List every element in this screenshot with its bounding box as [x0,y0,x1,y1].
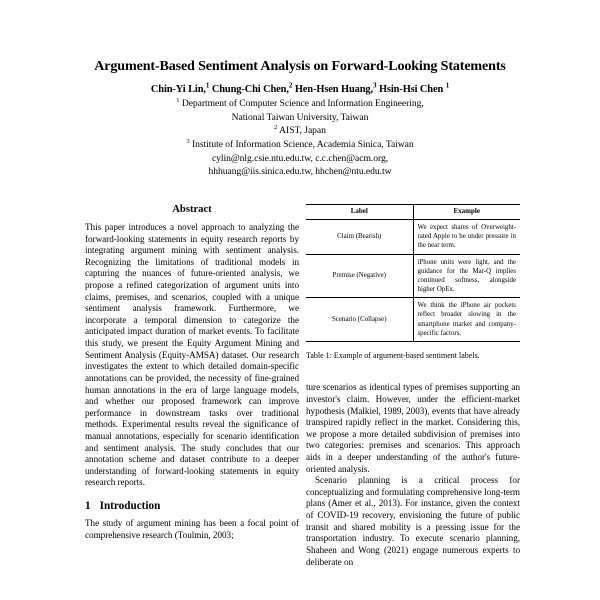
right-column [306,204,520,568]
table-cell-example-1: We expect shares of Overweight-rated Apple to be under pressure in the near term. [417,224,516,250]
table-column-header-example: Example [453,207,480,216]
author-list [60,83,540,97]
section-number: 1 [85,500,91,513]
table-rule-bottom [306,341,520,342]
author-name-2: Chung-Chi Chen, [211,83,289,95]
right-paragraph-2: Scenario planning is a critical process for conceptualizing and formulating comprehensive long-term plans (Amer et al., 2013). For instance, given the context of COVID-19 recovery, envisioning the future of public transit and shared mobility is a pressing issue for the transportation industry. To execute scenario planning, Shaheen and Wong (2021) engage numerous experts to deliberate on [306,475,520,567]
affiliation-4 [60,138,540,152]
table-cell-example-2: iPhone units were light, and the guidance for the Mar-Q implies continued softness, alongside higher OpEx. [417,258,516,294]
table-row [306,255,520,298]
table-1-caption: Table 1: Example of argument-based sentiment labels. [306,350,480,360]
affiliation-2 [60,111,540,125]
section-heading-introduction [85,500,299,512]
table-1-wrapper [306,204,520,361]
paper-header [60,58,540,179]
table-1 [306,204,520,342]
page-title: Argument-Based Sentiment Analysis on Forward-Looking Statements [94,58,506,74]
author-name-1: Chin-Yi Lin, [150,83,206,95]
abstract-heading: Abstract [172,204,212,215]
affiliation-marker-1: 1 [176,96,180,104]
affiliation-1 [60,97,540,111]
table-row [306,298,520,341]
introduction-paragraph-1: The study of argument mining has been a focal point of comprehensive research (Toulmin, 2003; [85,518,299,540]
author-affil-marker-1: 1 [205,81,210,90]
affiliation-marker-4: 3 [186,137,190,145]
table-header-row [306,205,520,220]
affiliation-text-4: Institute of Information Science, Academia Sinica, Taiwan [191,138,414,150]
table-column-header-label: Label [306,205,413,220]
author-affil-marker-4: 1 [445,81,450,90]
abstract-text: This paper introduces a novel approach to analyzing the forward-looking statements in equity research reports by integrating argument mining with sentiment analysis. Recognizing the limitations of traditional models in capturing the nuances of future-oriented analysis, we propose a refined categorization of argument units into claims, premises, and scenarios, coupled with a unique sentiment analysis framework. Furthermore, we incorporate a temporal dimension to categorize the anticipated impact duration of market events. To facilitate this study, we present the Equity Argument Mining and Sentiment Analysis (Equity-AMSA) dataset. Our research investigates the extent to which detailed domain-specific annotations can be provided, the necessity of fine-grained human annotations in the era of large language models, and whether our proposed framework can improve performance in downstream tasks over traditional methods. Experimental results reveal the significance of manual annotations, especially for scenario identification and sentiment analysis. The study concludes that our annotation scheme and dataset contribute to a deeper understanding of forward-looking statements in equity research reports. [85,222,299,488]
affiliation-text-2: National Taiwan University, Taiwan [231,111,369,123]
table-cell-label-1: Claim (Bearish) [306,220,413,254]
email-line-1: cylin@nlg.csie.ntu.edu.tw, c.c.chen@acm.org, [211,152,389,164]
author-name-4: Hsin-Hsi Chen [378,83,444,95]
affiliation-text-1: Department of Computer Science and Information Engineering, [181,98,424,110]
table-row [306,220,520,254]
affiliation-3 [60,124,540,138]
author-affil-marker-2: 2 [288,81,293,90]
left-column [85,204,299,541]
author-name-3: Hen-Hsen Huang, [294,83,373,95]
table-cell-label-2: Premise (Negative) [306,255,413,298]
affiliation-text-3: AIST, Japan [279,125,326,137]
table-cell-label-3: Scenario (Collapse) [306,298,413,341]
email-line-2: hhhuang@iis.sinica.edu.tw, hhchen@ntu.edu.tw [208,166,392,178]
author-affil-marker-3: 3 [373,81,377,90]
right-paragraph-1: ture scenarios as identical types of premises supporting an investor's claim. However, under the efficient-market hypothesis (Malkiel, 1989, 2003), events that have already transpired rapidly reflect in the market. Considering this, we propose a more detailed subdivision of premises into two categories: premises and scenarios. This approach aids in a deeper understanding of the author's future-oriented analysis. [306,382,520,474]
section-title: Introduction [99,500,161,513]
table-cell-example-3: We think the iPhone air pockets reflect broader slowing in the smartphone market and company-specific factors. [417,302,516,337]
affiliation-marker-3: 2 [274,124,278,132]
